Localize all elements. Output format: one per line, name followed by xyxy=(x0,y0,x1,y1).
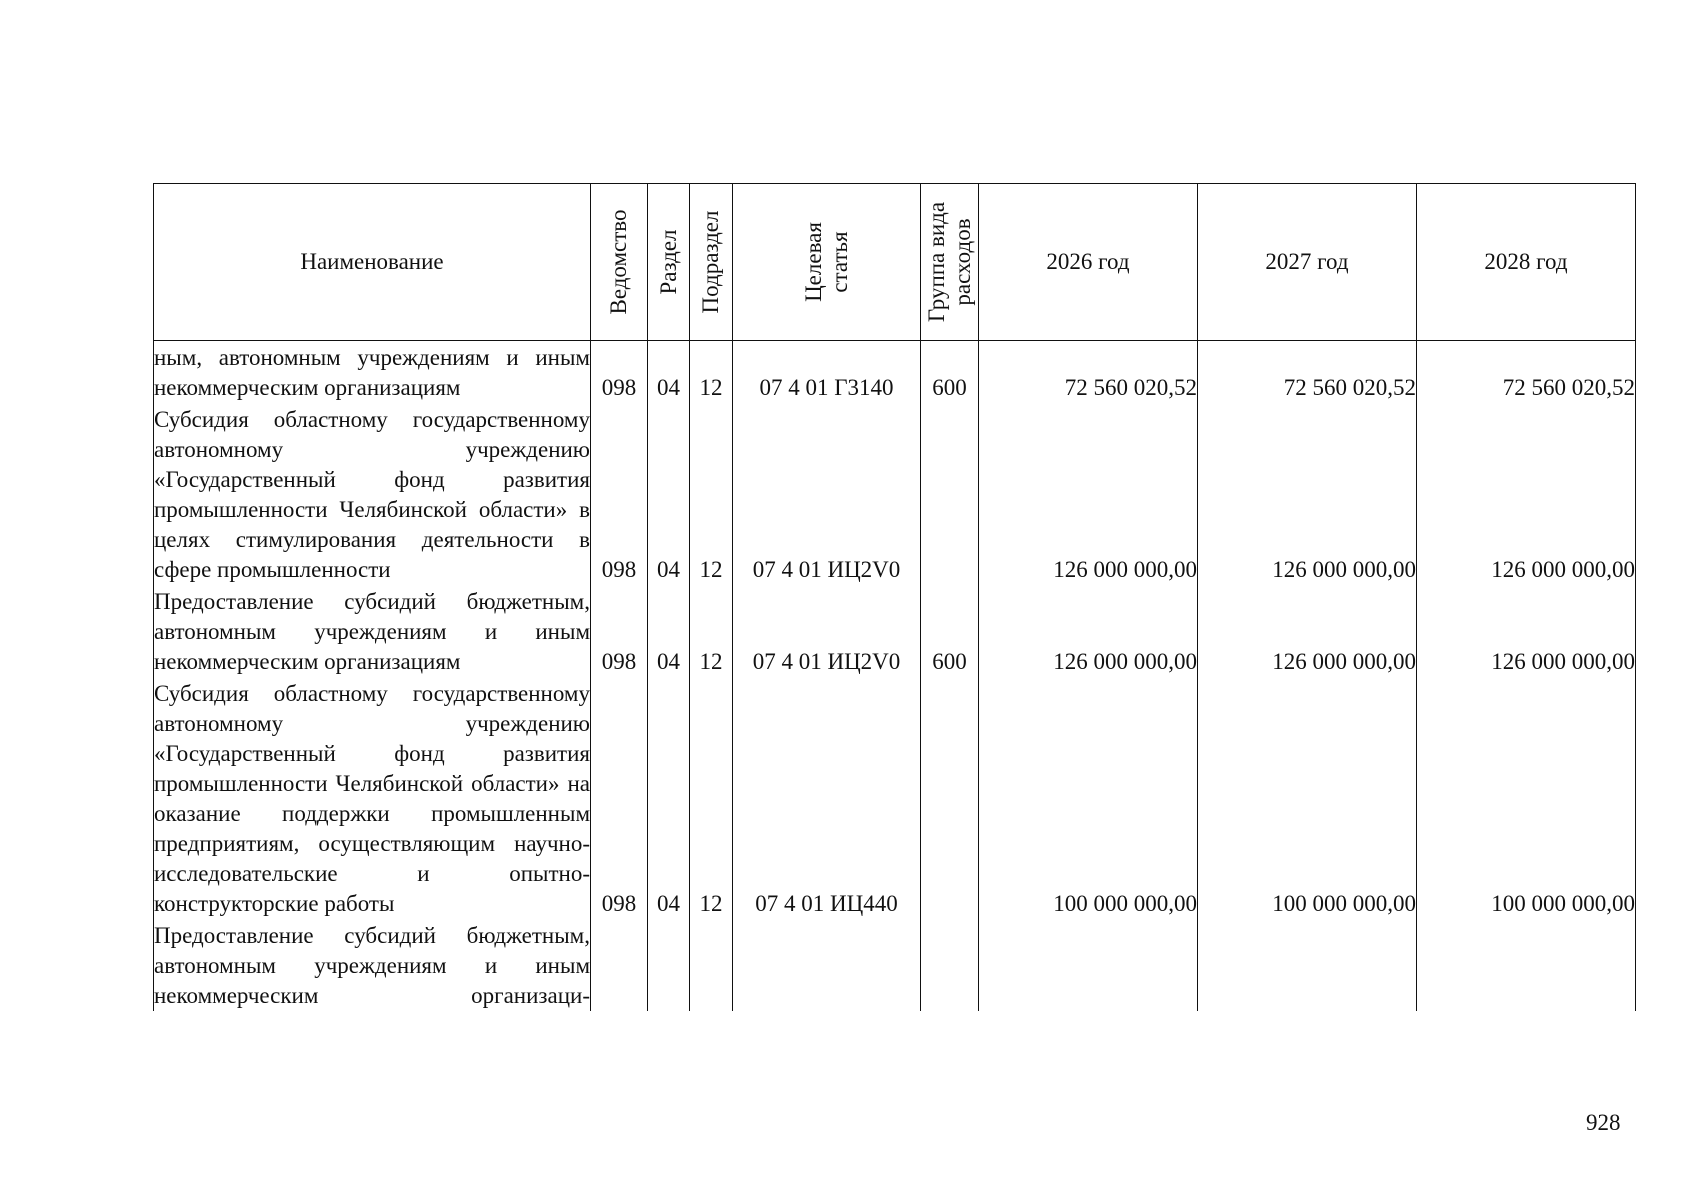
row-razdel: 04 xyxy=(648,585,690,677)
row-amount-2027: 126 000 000,00 xyxy=(1198,403,1417,585)
row-name: Субсидия областному государственному автономному учреждению «Государственный фонд развития промышленности Челябинской области» на оказание поддержки промышленным предприятиям, осуществляющим научно-исследовательские и опытно-конструкторские работы xyxy=(154,677,591,919)
row-amount-2028: 126 000 000,00 xyxy=(1417,403,1636,585)
row-razdel: 04 xyxy=(648,677,690,919)
row-target: 07 4 01 ИЦ2V0 xyxy=(733,585,921,677)
col-header-target-line2: статья xyxy=(826,231,852,293)
row-podrazdel: 12 xyxy=(690,403,733,585)
table-row xyxy=(154,585,1636,677)
col-header-name: Наименование xyxy=(154,184,591,341)
row-razdel xyxy=(648,919,690,1011)
col-header-razdel-label: Раздел xyxy=(655,229,681,295)
row-vedomstvo: 098 xyxy=(591,341,648,404)
row-amount-2026: 126 000 000,00 xyxy=(979,403,1198,585)
table-row xyxy=(154,919,1636,1011)
row-podrazdel: 12 xyxy=(690,677,733,919)
row-amount-2026 xyxy=(979,919,1198,1011)
col-header-podrazdel-label: Подраздел xyxy=(698,210,723,314)
row-vedomstvo: 098 xyxy=(591,677,648,919)
row-target: 07 4 01 ИЦ2V0 xyxy=(733,403,921,585)
col-header-group xyxy=(921,184,979,341)
row-vedomstvo: 098 xyxy=(591,403,648,585)
row-name: Предоставление субсидий бюджетным, автономным учреждениям и иным некоммерческим организациям xyxy=(154,585,591,677)
table-row xyxy=(154,677,1636,919)
row-target: 07 4 01 Г3140 xyxy=(733,341,921,404)
table-row xyxy=(154,341,1636,404)
row-name: Субсидия областному государственному автономному учреждению «Государственный фонд развития промышленности Челябинской области» в целях стимулирования деятельности в сфере промышленности xyxy=(154,403,591,585)
col-header-vedomstvo xyxy=(591,184,648,341)
row-target: 07 4 01 ИЦ440 xyxy=(733,677,921,919)
table-row xyxy=(154,403,1636,585)
row-amount-2027 xyxy=(1198,919,1417,1011)
row-name: ным, автономным учреждениям и иным некоммерческим организациям xyxy=(154,341,591,404)
page-number: 928 xyxy=(1586,1110,1621,1135)
row-razdel: 04 xyxy=(648,403,690,585)
row-amount-2028: 100 000 000,00 xyxy=(1417,677,1636,919)
col-header-target xyxy=(733,184,921,341)
row-amount-2026: 100 000 000,00 xyxy=(979,677,1198,919)
col-header-vedomstvo-label: Ведомство xyxy=(606,209,631,315)
row-amount-2027: 126 000 000,00 xyxy=(1198,585,1417,677)
col-header-target-line1: Целевая xyxy=(800,222,826,302)
row-group: 600 xyxy=(921,585,979,677)
row-group xyxy=(921,677,979,919)
row-amount-2026: 126 000 000,00 xyxy=(979,585,1198,677)
row-name: Предоставление субсидий бюджетным, автономным учреждениям и иным некоммерческим организаци- xyxy=(154,919,591,1011)
col-header-group-line1: Группа вида xyxy=(923,201,949,323)
row-podrazdel: 12 xyxy=(690,341,733,404)
col-header-2026: 2026 год xyxy=(979,184,1198,341)
col-header-podrazdel xyxy=(690,184,733,341)
row-group xyxy=(921,403,979,585)
budget-table xyxy=(153,183,1636,1011)
row-razdel: 04 xyxy=(648,341,690,404)
row-amount-2028 xyxy=(1417,919,1636,1011)
row-amount-2028: 126 000 000,00 xyxy=(1417,585,1636,677)
table-header-row xyxy=(154,184,1636,341)
row-target xyxy=(733,919,921,1011)
col-header-group-line2: расходов xyxy=(949,218,975,306)
row-amount-2027: 100 000 000,00 xyxy=(1198,677,1417,919)
col-header-2028: 2028 год xyxy=(1417,184,1636,341)
col-header-razdel xyxy=(648,184,690,341)
row-group xyxy=(921,919,979,1011)
row-amount-2027: 72 560 020,52 xyxy=(1198,341,1417,404)
row-podrazdel xyxy=(690,919,733,1011)
row-amount-2026: 72 560 020,52 xyxy=(979,341,1198,404)
row-vedomstvo: 098 xyxy=(591,585,648,677)
row-podrazdel: 12 xyxy=(690,585,733,677)
row-group: 600 xyxy=(921,341,979,404)
row-vedomstvo xyxy=(591,919,648,1011)
col-header-2027: 2027 год xyxy=(1198,184,1417,341)
row-amount-2028: 72 560 020,52 xyxy=(1417,341,1636,404)
